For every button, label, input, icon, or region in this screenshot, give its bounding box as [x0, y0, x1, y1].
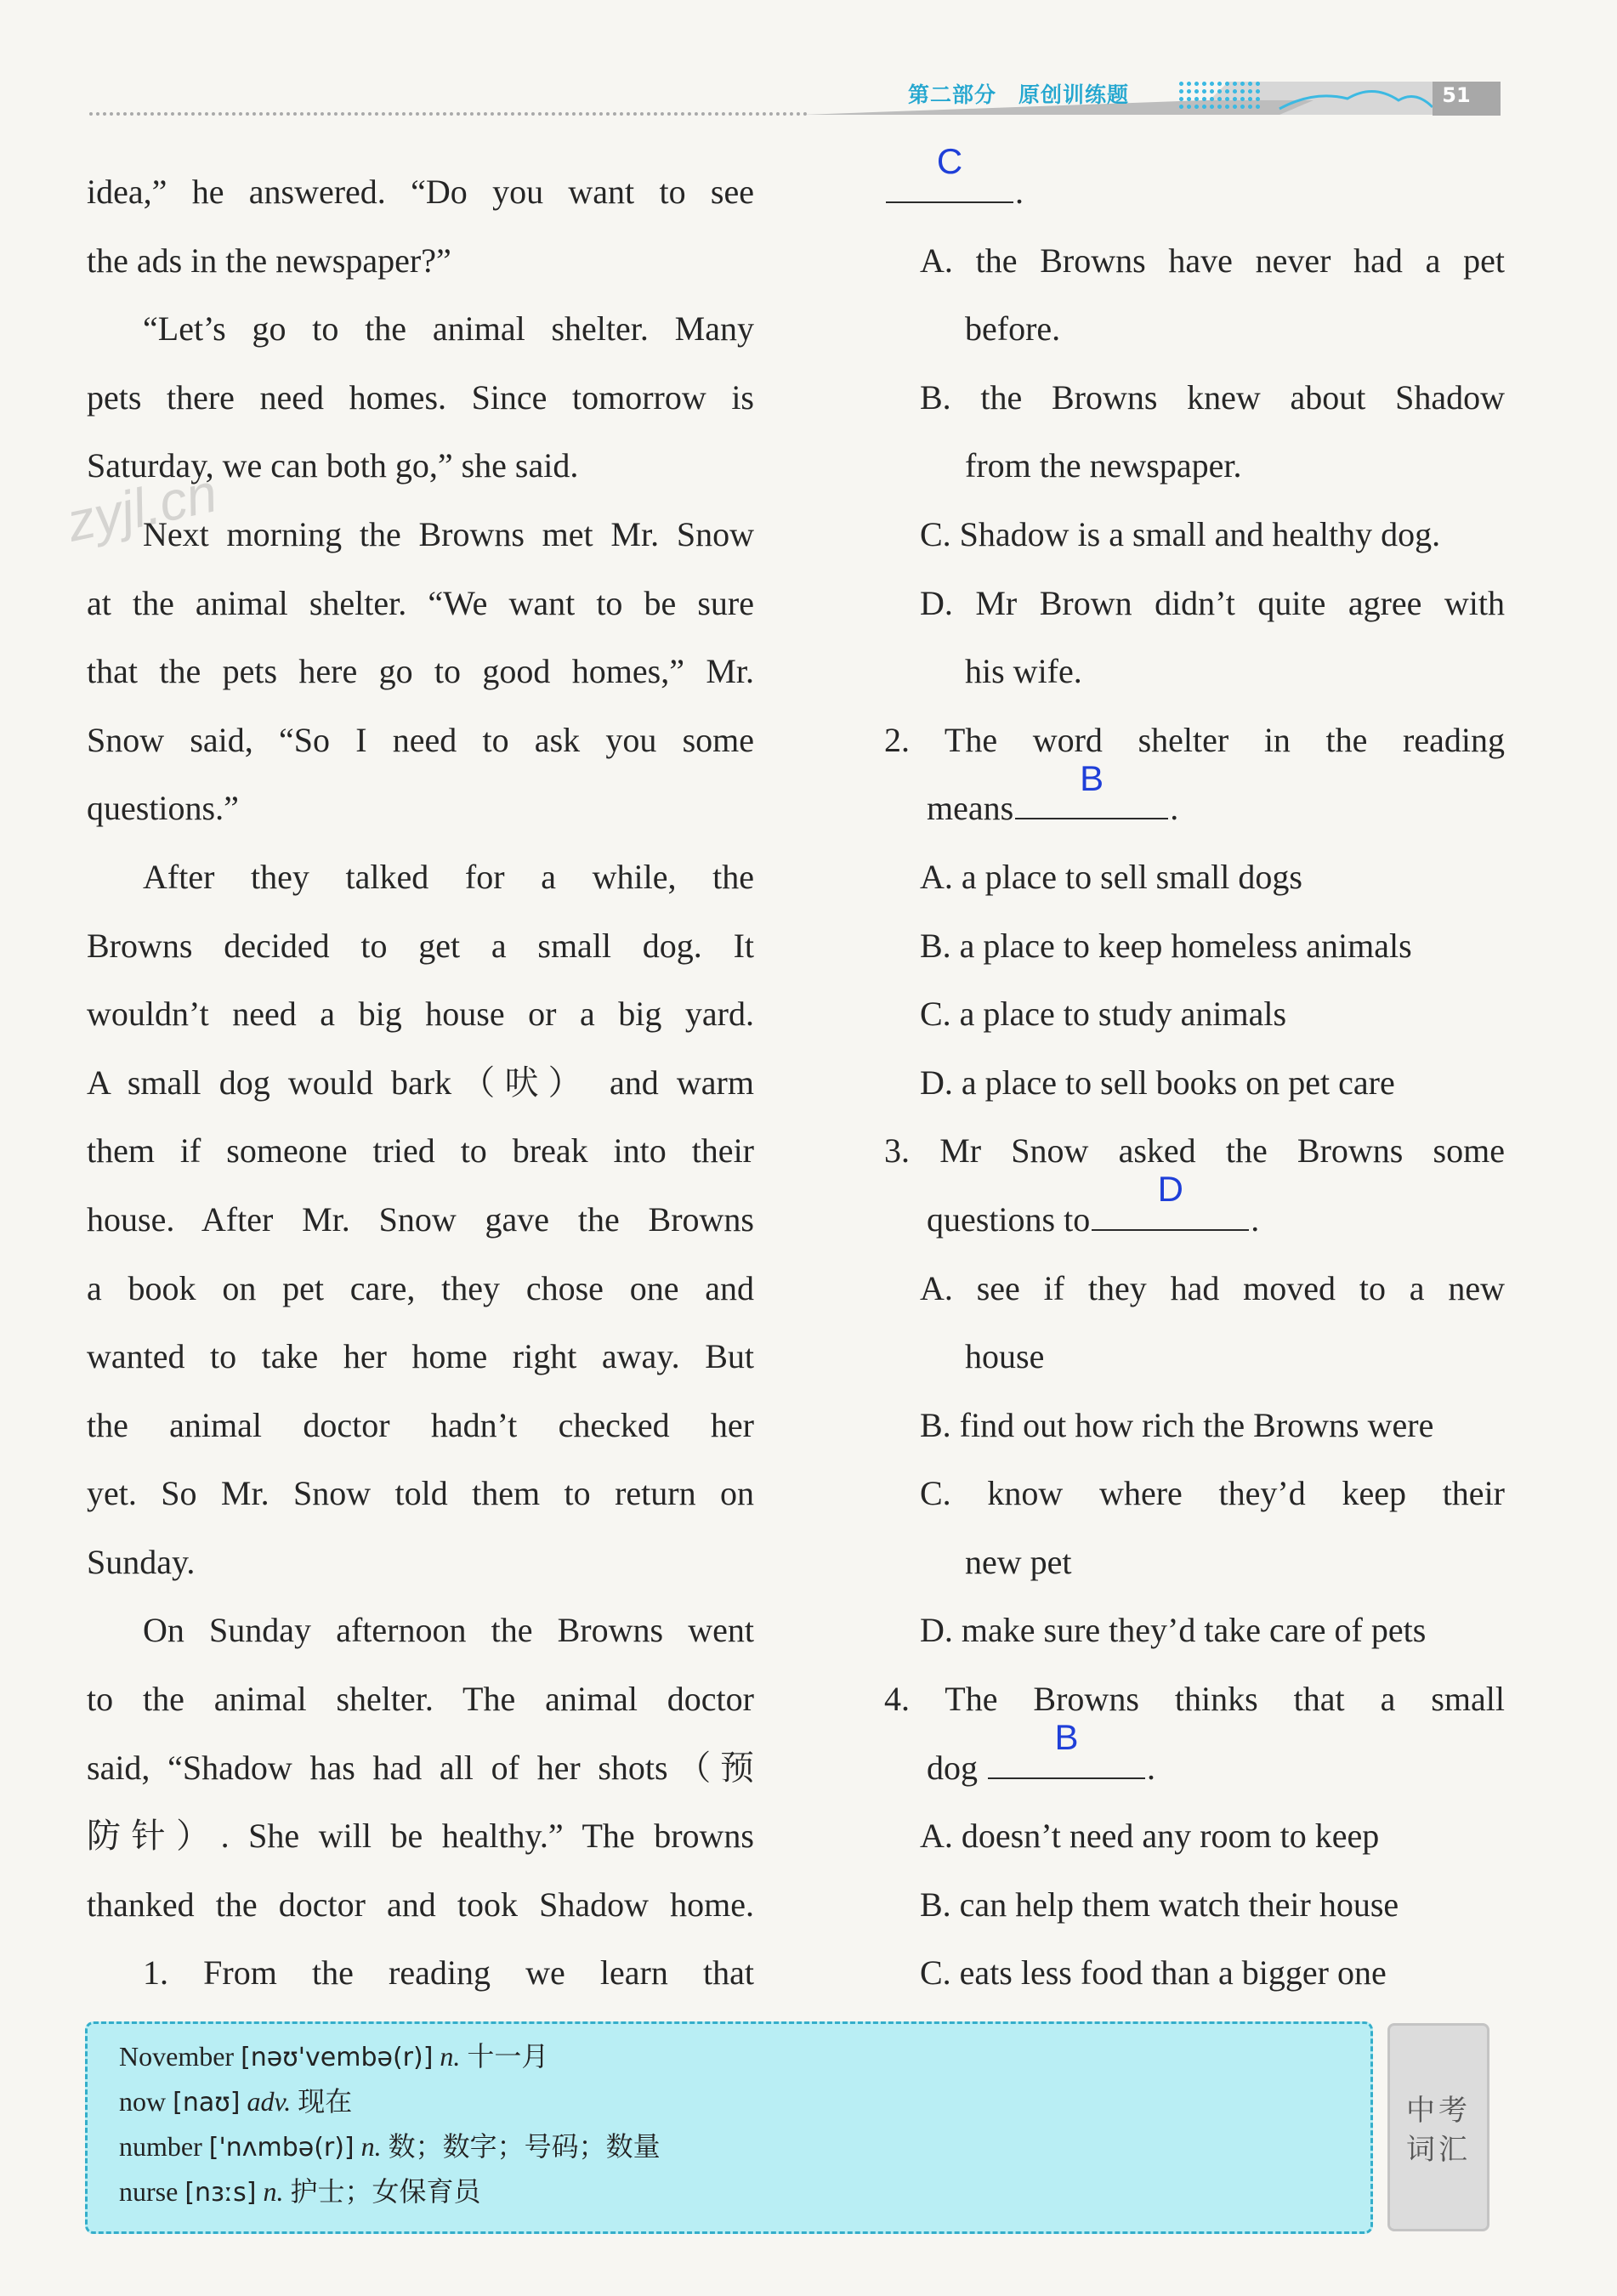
q2-option: C. a place to study animals: [920, 995, 1287, 1034]
q2-options: [884, 843, 1505, 1117]
passage-line: Next morning the Browns met Mr. Snow: [143, 514, 754, 553]
vocab-pos: n.: [263, 2176, 284, 2207]
vocab-tag-line1: 中考: [1406, 2094, 1471, 2128]
passage-line: “Let’s go to the animal shelter. Many: [143, 309, 754, 349]
q1-option: D. Mr Brown didn’t quite agree with: [920, 583, 1505, 622]
vocab-word: November: [119, 2041, 235, 2072]
q1-answer: C: [936, 141, 963, 182]
q4-option: C. eats less food than a bigger one: [920, 1953, 1387, 1993]
passage-line: Snow said, “So I need to ask you some: [87, 720, 754, 759]
q2-option: D. a place to sell books on pet care: [920, 1063, 1395, 1102]
q3-option: new pet: [965, 1542, 1072, 1581]
vocabulary-item: [119, 2169, 661, 2214]
passage-line: 1. From the reading we learn that: [143, 1953, 754, 1993]
vocab-tag-line2: 词汇: [1406, 2133, 1471, 2167]
q2-option: B. a place to keep homeless animals: [920, 926, 1412, 965]
passage-line: 防针）. She will be healthy.” The browns: [87, 1817, 754, 1856]
q3-stem-cont: questions to D .: [884, 1186, 1505, 1255]
q1-option: B. the Browns knew about Shadow: [920, 377, 1505, 417]
passage-line: A small dog would bark（吠） and warm: [87, 1063, 754, 1102]
header-dotted-rule: [89, 112, 808, 116]
vocab-pos: adv.: [247, 2086, 292, 2117]
passage-line: them if someone tried to break into their: [87, 1131, 754, 1171]
q3-answer: D: [1157, 1169, 1183, 1210]
passage-line: questions.”: [87, 789, 239, 828]
passage-line: a book on pet care, they chose one and: [87, 1268, 754, 1307]
passage-line: Sunday.: [87, 1542, 196, 1581]
questions-column: [884, 141, 1505, 2008]
q4-stem-word: dog: [927, 1748, 978, 1787]
q4-stem-cont: dog B .: [884, 1734, 1505, 1803]
vocab-phonetic: ['nʌmbə(r)]: [208, 2133, 355, 2163]
vocab-phonetic: [nɜːs]: [184, 2178, 257, 2208]
q1-option: his wife.: [965, 652, 1082, 691]
vocab-word: now: [119, 2086, 167, 2117]
q1-option: from the newspaper.: [965, 446, 1242, 485]
passage-line: at the animal shelter. “We want to be sure: [87, 583, 754, 622]
vocab-word: number: [119, 2131, 202, 2162]
passage-line: to the animal shelter. The animal doctor: [87, 1680, 754, 1719]
vocabulary-item: [119, 2124, 661, 2169]
q1-answer-blank: [886, 141, 1013, 203]
passage-line: Saturday, we can both go,” she said.: [87, 446, 579, 485]
vocab-meaning: 护士；女保育员: [290, 2176, 481, 2207]
q2-answer: B: [1080, 757, 1104, 798]
q3-option: C. know where they’d keep their: [920, 1474, 1505, 1513]
passage-line: the ads in the newspaper?”: [87, 241, 451, 280]
passage-line: wanted to take her home right away. But: [87, 1337, 754, 1376]
vocab-phonetic: [naʊ]: [173, 2088, 241, 2117]
vocab-pos: n.: [440, 2041, 461, 2072]
passage-line: idea,” he answered. “Do you want to see: [87, 173, 754, 211]
section-title: 第二部分 原创训练题: [908, 82, 1130, 107]
header-dot-pattern: [1177, 80, 1262, 112]
vocab-meaning: 十一月: [467, 2041, 549, 2072]
passage-line: thanked the doctor and took Shadow home.: [87, 1885, 754, 1924]
q1-option: A. the Browns have never had a pet: [920, 241, 1505, 280]
q3-option: A. see if they had moved to a new: [920, 1268, 1505, 1307]
q4-option: B. can help them watch their house: [920, 1885, 1399, 1924]
vocab-meaning: 数；数字；号码；数量: [388, 2131, 661, 2162]
vocabulary-item: [119, 2079, 661, 2124]
vocab-phonetic: [nəʊ'vembə(r)]: [241, 2043, 434, 2072]
q3-answer-blank: [1092, 1169, 1249, 1231]
q2-stem: 2. The word shelter in the reading: [884, 720, 1505, 759]
passage-line: the animal doctor hadn’t checked her: [87, 1405, 754, 1444]
q3-stem: 3. Mr Snow asked the Browns some: [884, 1131, 1505, 1171]
q3-option: house: [965, 1337, 1045, 1376]
passage-line: that the pets here go to good homes,” Mr.: [87, 652, 754, 691]
passage-line: house. After Mr. Snow gave the Browns: [87, 1199, 754, 1239]
vocab-meaning: 现在: [298, 2086, 353, 2117]
q3-options: [884, 1255, 1505, 1666]
q3-option: B. find out how rich the Browns were: [920, 1405, 1434, 1444]
passage-column: [87, 158, 754, 2008]
q1-options: [884, 227, 1505, 706]
vocab-pos: n.: [360, 2131, 382, 2162]
q4-option: A. doesn’t need any room to keep: [920, 1817, 1380, 1856]
q2-stem-word: means: [927, 789, 1014, 828]
q3-stem-word: questions to: [927, 1199, 1091, 1239]
q4-answer: B: [1054, 1717, 1079, 1758]
vocabulary-tag-text: [1387, 2091, 1489, 2169]
passage-line: Browns decided to get a small dog. It: [87, 926, 754, 965]
passage-line: pets there need homes. Since tomorrow is: [87, 377, 754, 417]
passage-line: wouldn’t need a big house or a big yard.: [87, 995, 754, 1034]
vocabulary-item: [119, 2034, 661, 2079]
passage-line: said, “Shadow has had all of her shots（预: [87, 1748, 754, 1787]
vocabulary-list: [119, 2034, 661, 2214]
passage-line: yet. So Mr. Snow told them to return on: [87, 1474, 754, 1513]
watermark: zyjl.cn: [61, 462, 223, 553]
vocab-word: nurse: [119, 2176, 179, 2207]
page-number: 51: [1442, 83, 1471, 107]
q1-option: C. Shadow is a small and healthy dog.: [920, 514, 1441, 553]
q2-option: A. a place to sell small dogs: [920, 857, 1302, 896]
q1-blank-line: C .: [884, 158, 1505, 227]
q4-options: [884, 1802, 1505, 2008]
passage-line: On Sunday afternoon the Browns went: [143, 1611, 754, 1650]
q1-option: before.: [965, 309, 1061, 349]
q2-stem-cont: means B .: [884, 774, 1505, 843]
q3-option: D. make sure they’d take care of pets: [920, 1611, 1427, 1650]
q4-stem: 4. The Browns thinks that a small: [884, 1680, 1505, 1719]
passage-line: After they talked for a while, the: [143, 857, 754, 896]
